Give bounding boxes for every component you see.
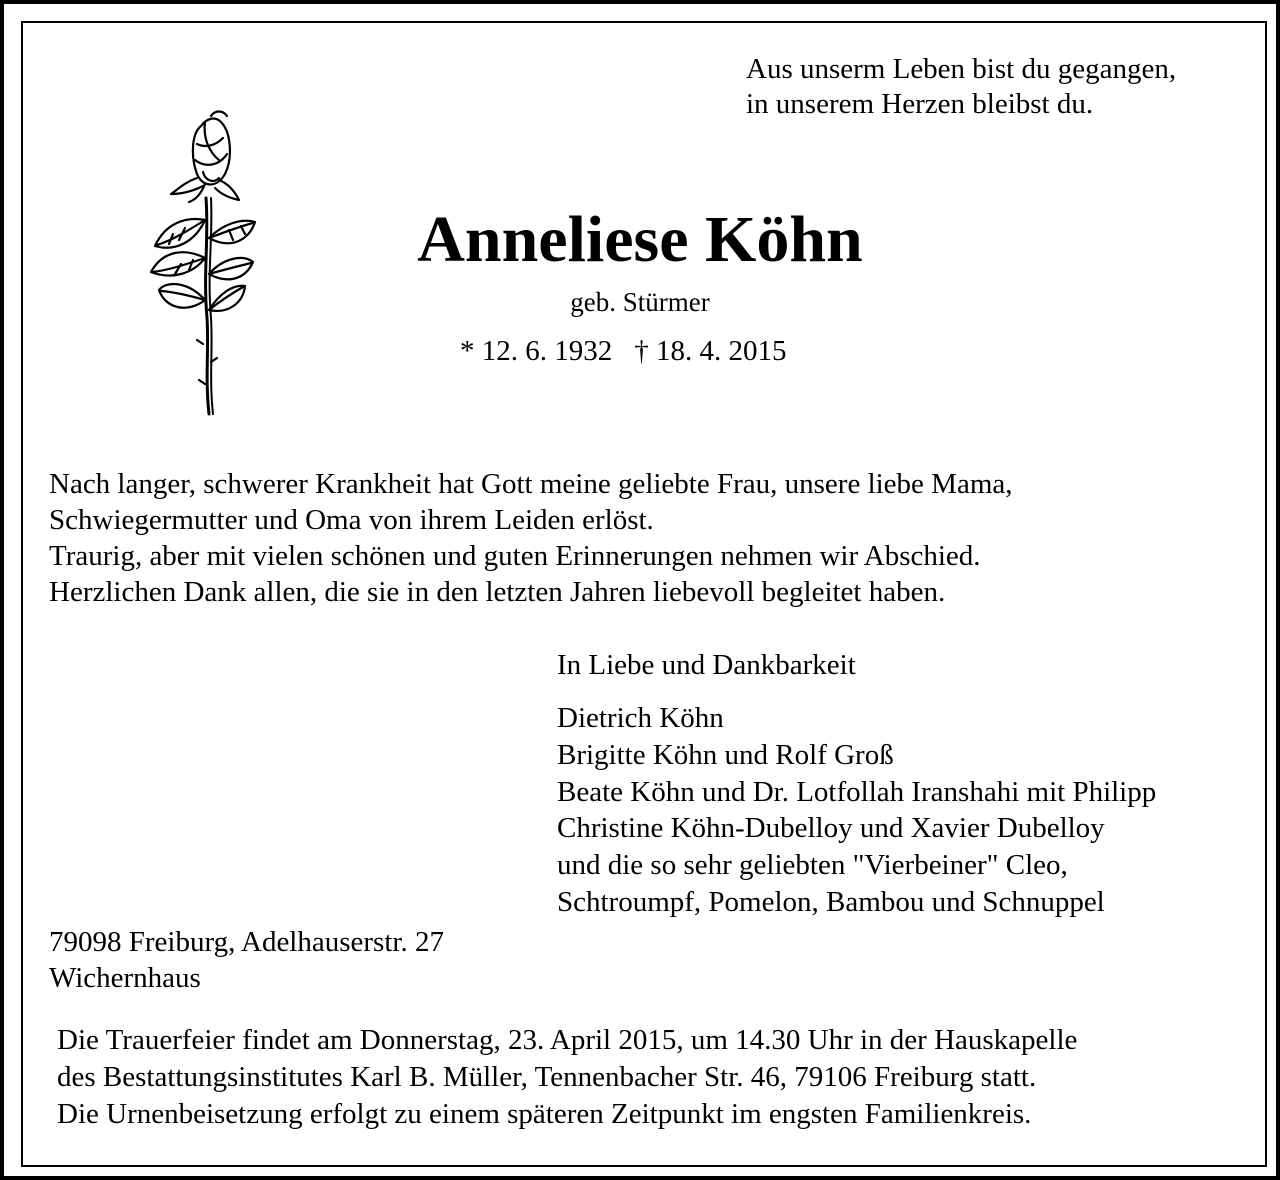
family-address — [49, 924, 444, 996]
funeral-notice — [57, 1022, 1077, 1133]
notice-line: des Bestattungsinstitutes Karl B. Müller, Tennenbacher Str. 46, 79106 Freiburg statt. — [57, 1061, 1037, 1093]
address-line: 79098 Freiburg, Adelhauserstr. 27 — [49, 926, 444, 958]
life-dates — [460, 334, 787, 368]
signer-line: und die so sehr geliebten "Vierbeiner" Cleo, — [557, 849, 1068, 882]
message-line: Nach langer, schwerer Krankheit hat Gott meine geliebte Frau, unsere liebe Mama, — [49, 468, 1013, 500]
obituary-message — [49, 466, 1013, 610]
birth-name: geb. Stürmer — [570, 287, 710, 317]
closing-greeting: In Liebe und Dankbarkeit — [557, 649, 856, 681]
birth-date: * 12. 6. 1932 — [460, 335, 613, 367]
message-line: Traurig, aber mit vielen schönen und guten Erinnerungen nehmen wir Abschied. — [49, 540, 981, 572]
address-line: Wichernhaus — [49, 962, 201, 994]
notice-line: Die Trauerfeier findet am Donnerstag, 23. April 2015, um 14.30 Uhr in der Hauskapelle — [57, 1024, 1078, 1056]
quote-line: Aus unserm Leben bist du gegangen, — [746, 53, 1177, 85]
notice-line: Die Urnenbeisetzung erfolgt zu einem späteren Zeitpunkt im engsten Familienkreis. — [57, 1098, 1032, 1130]
signer-line: Dietrich Köhn — [557, 702, 724, 734]
message-line: Schwiegermutter und Oma von ihrem Leiden erlöst. — [49, 504, 654, 536]
rose-icon — [105, 108, 287, 416]
memorial-quote — [746, 52, 1176, 122]
signer-line: Beate Köhn und Dr. Lotfollah Iranshahi mit Philipp — [557, 775, 1157, 808]
message-line: Herzlichen Dank allen, die sie in den letzten Jahren liebevoll begleitet haben. — [49, 576, 946, 608]
deceased-name: Anneliese Köhn — [417, 203, 863, 276]
signer-line: Christine Köhn-Dubelloy und Xavier Dubelloy — [557, 812, 1105, 845]
death-date: † 18. 4. 2015 — [634, 335, 787, 367]
signer-line: Schtroumpf, Pomelon, Bambou und Schnuppel — [557, 885, 1105, 918]
quote-line: in unserem Herzen bleibst du. — [746, 88, 1094, 120]
signers-list — [557, 700, 1156, 921]
signer-line: Brigitte Köhn und Rolf Groß — [557, 738, 894, 771]
